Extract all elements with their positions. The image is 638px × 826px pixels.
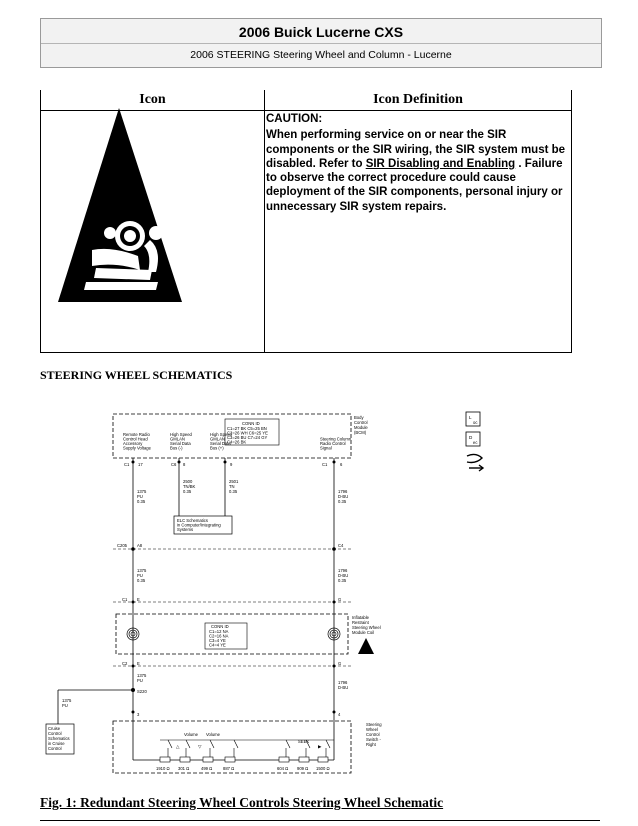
switch-label-1: Steering xyxy=(366,722,382,727)
pin-a8: A8 xyxy=(137,543,143,548)
svg-text:oc: oc xyxy=(473,420,478,425)
bcm-col1-line2: Control Head xyxy=(123,436,148,442)
bcm-conn-line-2: C2=26 WH C6=25 YE xyxy=(227,430,268,436)
wire6-color: D-BU xyxy=(338,573,349,578)
document-title: 2006 Buick Lucerne CXS xyxy=(41,21,601,44)
bcm-col1-line3: Accessory xyxy=(123,441,143,446)
definition-text-part2: . Failure to observe the correct procedure could cause deployment of the SIR components, personal injury or unnecessary SIR system repairs. xyxy=(266,157,563,213)
bottom-rule xyxy=(40,820,600,821)
wire7-color: PU xyxy=(137,678,143,683)
wire3-color: TN xyxy=(229,484,235,489)
bcm-col3-line1: High Speed xyxy=(210,432,232,437)
wire3-gauge: 0.35 xyxy=(229,489,238,494)
bcm-col4-line1: Steering Column xyxy=(320,436,352,442)
bcm-col3-line4: Bus (+) xyxy=(210,445,224,451)
section-heading: STEERING WHEEL SCHEMATICS xyxy=(40,368,233,382)
pin-bottom-3: 3 xyxy=(137,712,140,717)
switch-label-3: Control xyxy=(366,732,380,737)
legend-harness-icon xyxy=(467,454,483,471)
switch-label-4: Switch - xyxy=(366,737,381,742)
switch-volume-2: Volume xyxy=(206,732,220,737)
bcm-conn-header: CONN ID xyxy=(242,421,260,426)
bcm-col3-line3: Serial Data xyxy=(210,441,231,446)
wire5-num: 1375 xyxy=(137,568,147,573)
pin-17: 17 xyxy=(138,462,143,467)
clock-conn-line2: C2=16 NA xyxy=(209,633,229,639)
elc-line2: in Computer/Integrating xyxy=(177,522,221,528)
clock-conn-line4: C4=4 YE xyxy=(209,642,226,648)
switch-seek: SEEK xyxy=(298,739,310,744)
column-header-icon: Icon xyxy=(139,92,166,107)
elc-line1: ELC Schematics xyxy=(177,518,208,523)
pin-mid-g: G xyxy=(338,597,342,602)
pin-c6: C6 xyxy=(171,462,177,467)
bcm-label-1: Body xyxy=(354,415,364,420)
resistor-2: 301 Ω xyxy=(178,766,190,771)
switch-volume-1: Volume xyxy=(184,732,198,737)
resistor-5: 604 Ω xyxy=(277,766,289,771)
clock-label-3: Steering Wheel xyxy=(352,625,381,630)
column-header-definition: Icon Definition xyxy=(373,92,463,107)
svg-text:▽: ▽ xyxy=(198,744,202,749)
svg-text:▶: ▶ xyxy=(318,744,322,749)
legend-loc-icon xyxy=(466,412,480,426)
wire9-color: PU xyxy=(62,703,68,708)
wire8-num: 1796 xyxy=(338,680,348,685)
pin-mid-c1: C1 xyxy=(122,597,128,602)
pin-bottom-4: 4 xyxy=(338,712,341,717)
pin-6: 6 xyxy=(340,462,343,467)
pin-8: 8 xyxy=(183,462,186,467)
sir-small-icon xyxy=(358,638,374,654)
bcm-col1-line1: Remote Radio xyxy=(123,432,150,437)
bcm-col1-line4: Supply Voltage xyxy=(123,445,151,451)
cruise-line4: in Cruise xyxy=(48,741,65,746)
pin-mid2-c2: C2 xyxy=(122,661,128,666)
resistor-3: 499 Ω xyxy=(201,766,213,771)
elc-line3: Systems xyxy=(177,527,194,532)
caution-label: CAUTION: xyxy=(266,113,323,125)
switch-label-2: Wheel xyxy=(366,727,378,732)
pin-9: 9 xyxy=(230,462,233,467)
clock-conn-line1: C1=12 NA xyxy=(209,629,229,634)
wire4-color: D-BU xyxy=(338,494,349,499)
cruise-line1: Cruise xyxy=(48,726,61,731)
wire5-color: PU xyxy=(137,573,143,578)
bcm-label-4: (BCM) xyxy=(354,430,367,435)
wire4-num: 1796 xyxy=(338,489,348,494)
splice-s220: S220 xyxy=(137,689,147,694)
figure-caption: Fig. 1: Redundant Steering Wheel Controls Steering Wheel Schematic xyxy=(40,795,444,810)
pin-mid2-e: E xyxy=(137,661,140,666)
bcm-conn-line-1: C1=27 BK C5=25 BN xyxy=(227,426,267,431)
bcm-label-2: Control xyxy=(354,420,368,425)
bcm-conn-line-4: C4=26 BK xyxy=(227,439,247,445)
clock-conn-line3: C3=4 YE xyxy=(209,638,226,643)
wire6-num: 1796 xyxy=(338,568,348,573)
resistor-6: 909 Ω xyxy=(297,766,309,771)
bcm-conn-line-3: C3=26 BU C7=24 GY xyxy=(227,435,268,440)
clock-conn-header: CONN ID xyxy=(211,624,229,629)
resistor-1: 1910 Ω xyxy=(156,766,170,771)
bcm-col4-line2: Radio Control xyxy=(320,441,346,446)
svg-text:ec: ec xyxy=(473,440,478,445)
wire4-gauge: 0.35 xyxy=(338,499,347,504)
svg-text:L: L xyxy=(469,415,472,420)
clock-label-2: Restraint xyxy=(352,620,369,625)
pin-mid2-g: G xyxy=(338,661,342,666)
wire1-color: PU xyxy=(137,494,143,499)
cruise-line3: Schematics xyxy=(48,736,70,741)
clock-label-4: Module Coil xyxy=(352,630,375,635)
bcm-col2-line4: Bus (-) xyxy=(170,445,183,451)
cruise-line5: Control xyxy=(48,746,62,751)
legend-dec-icon xyxy=(466,432,480,446)
wire2-color: TN/BK xyxy=(183,484,196,489)
pin-c4: C4 xyxy=(338,543,344,548)
wire2-gauge: 0.35 xyxy=(183,489,192,494)
bcm-col3-line2: GMLAN xyxy=(210,436,225,442)
pin-c1-right: C1 xyxy=(322,462,328,467)
pin-c1: C1 xyxy=(124,462,130,467)
bcm-col2-line2: GMLAN xyxy=(170,436,185,442)
wire8-color: D-BU xyxy=(338,685,349,690)
bcm-col2-line1: High Speed xyxy=(170,432,192,437)
bcm-col2-line3: Serial Data xyxy=(170,441,191,446)
svg-text:△: △ xyxy=(176,744,180,749)
bcm-col4-line3: Signal xyxy=(320,445,332,451)
sir-disabling-link[interactable]: SIR Disabling and Enabling xyxy=(365,157,516,170)
wire2-num: 2500 xyxy=(183,479,193,484)
cruise-line2: Control xyxy=(48,731,62,736)
wire6-gauge: 0.35 xyxy=(338,578,347,583)
conn-c205: C205 xyxy=(117,543,128,548)
bcm-label-3: Module xyxy=(354,425,368,430)
wire9-num: 1375 xyxy=(62,698,72,703)
definition-text-part1: When performing service on or near the SIR components or the SIR wiring, the SIR system must be disabled. Refer to xyxy=(266,129,566,170)
wire7-num: 1375 xyxy=(137,673,147,678)
wire1-num: 1375 xyxy=(137,489,147,494)
wire1-gauge: 0.35 xyxy=(137,499,146,504)
wire5-gauge: 0.35 xyxy=(137,578,146,583)
resistor-7: 1500 Ω xyxy=(316,766,330,771)
pin-mid-e: E xyxy=(137,597,140,602)
clock-label-1: Inflatable xyxy=(352,615,369,620)
svg-text:D: D xyxy=(469,435,473,440)
document-subtitle: 2006 STEERING Steering Wheel and Column - Lucerne xyxy=(190,49,452,61)
wire3-num: 2501 xyxy=(229,479,239,484)
switch-label-5: Right xyxy=(366,742,376,747)
resistor-4: 887 Ω xyxy=(223,766,235,771)
